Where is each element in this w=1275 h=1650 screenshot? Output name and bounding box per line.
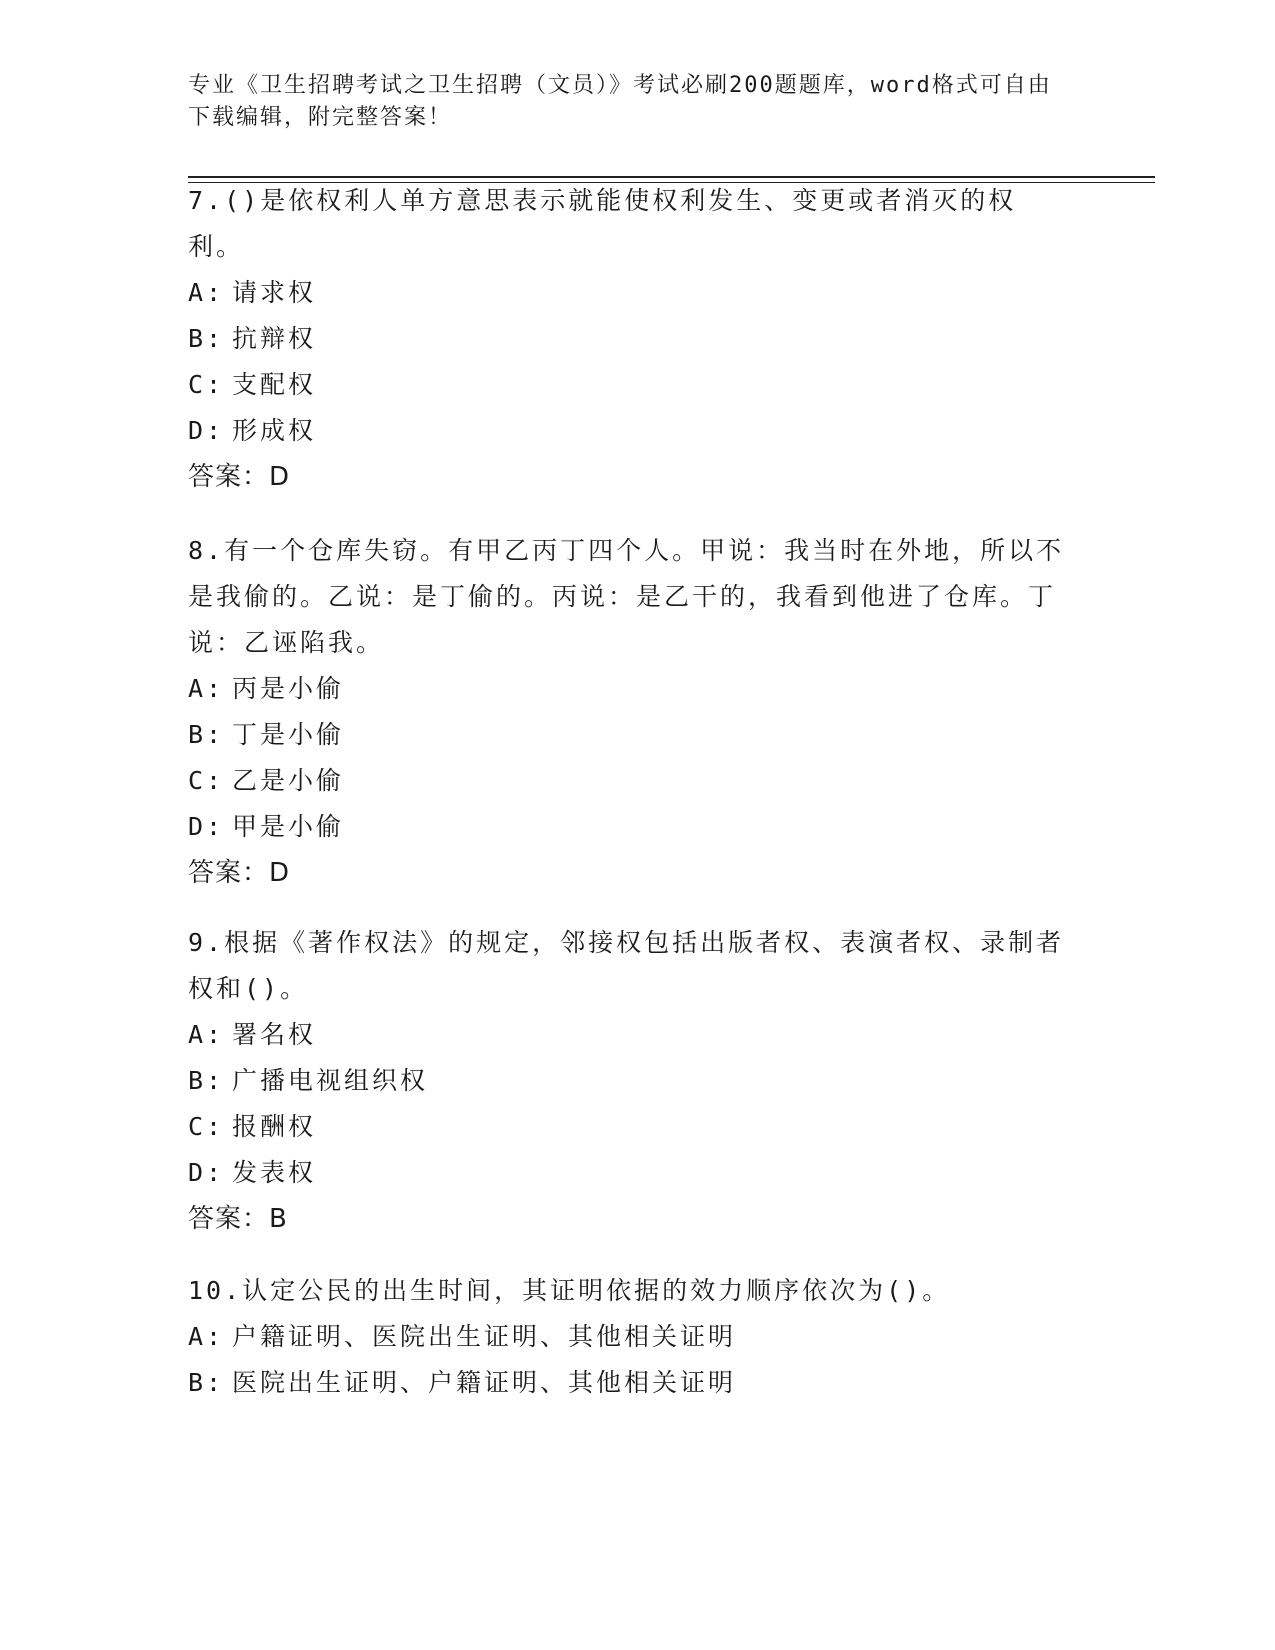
option-text: 请求权: [232, 278, 317, 307]
option-key: C:: [188, 766, 225, 795]
option-key: D:: [188, 812, 225, 841]
option-text: 户籍证明、医院出生证明、其他相关证明: [232, 1322, 737, 1351]
option-key: B:: [188, 1066, 225, 1095]
option-d: [188, 1150, 1068, 1196]
option-key: B:: [188, 1368, 225, 1397]
option-a: [188, 270, 1068, 316]
option-key: B:: [188, 720, 225, 749]
option-key: C:: [188, 370, 225, 399]
option-a: [188, 1314, 1068, 1360]
question-stem: 9.根据《著作权法》的规定，邻接权包括出版者权、表演者权、录制者权和()。: [188, 928, 1065, 1003]
option-text: 抗辩权: [232, 324, 317, 353]
option-key: D:: [188, 1158, 225, 1187]
question-10: [188, 1268, 1068, 1406]
question-stem: 7.()是依权利人单方意思表示就能使权利发生、变更或者消灭的权利。: [188, 186, 1017, 261]
question-stem: 10.认定公民的出生时间，其证明依据的效力顺序依次为()。: [188, 1276, 951, 1305]
option-text: 甲是小偷: [232, 812, 345, 841]
option-b: [188, 1360, 1068, 1406]
option-text: 丁是小偷: [232, 720, 345, 749]
option-text: 形成权: [232, 416, 317, 445]
question-7: [188, 178, 1068, 500]
question-stem: 8.有一个仓库失窃。有甲乙丙丁四个人。甲说：我当时在外地，所以不是我偷的。乙说：是丁偷的。丙说：是乙干的，我看到他进了仓库。丁说：乙诬陷我。: [188, 536, 1065, 657]
option-text: 支配权: [232, 370, 317, 399]
document-header: 专业《卫生招聘考试之卫生招聘（文员）》考试必刷200题题库，word格式可自由下载编辑，附完整答案！: [188, 73, 1052, 130]
option-c: [188, 1104, 1068, 1150]
option-text: 广播电视组织权: [232, 1066, 429, 1095]
option-key: A:: [188, 1020, 225, 1049]
option-a: [188, 1012, 1068, 1058]
option-key: A:: [188, 278, 225, 307]
option-c: [188, 758, 1068, 804]
option-a: [188, 666, 1068, 712]
option-d: [188, 408, 1068, 454]
option-c: [188, 362, 1068, 408]
option-key: A:: [188, 674, 225, 703]
option-text: 乙是小偷: [232, 766, 345, 795]
option-b: [188, 316, 1068, 362]
option-d: [188, 804, 1068, 850]
answer-line: 答案：D: [188, 858, 291, 888]
question-8: [188, 528, 1068, 896]
question-9: [188, 920, 1068, 1242]
option-text: 发表权: [232, 1158, 317, 1187]
option-text: 报酬权: [232, 1112, 317, 1141]
option-text: 医院出生证明、户籍证明、其他相关证明: [232, 1368, 737, 1397]
option-b: [188, 712, 1068, 758]
option-text: 署名权: [232, 1020, 317, 1049]
option-key: C:: [188, 1112, 225, 1141]
option-key: D:: [188, 416, 225, 445]
option-key: A:: [188, 1322, 225, 1351]
answer-line: 答案：B: [188, 1204, 288, 1234]
option-text: 丙是小偷: [232, 674, 345, 703]
answer-line: 答案：D: [188, 462, 291, 492]
option-key: B:: [188, 324, 225, 353]
option-b: [188, 1058, 1068, 1104]
